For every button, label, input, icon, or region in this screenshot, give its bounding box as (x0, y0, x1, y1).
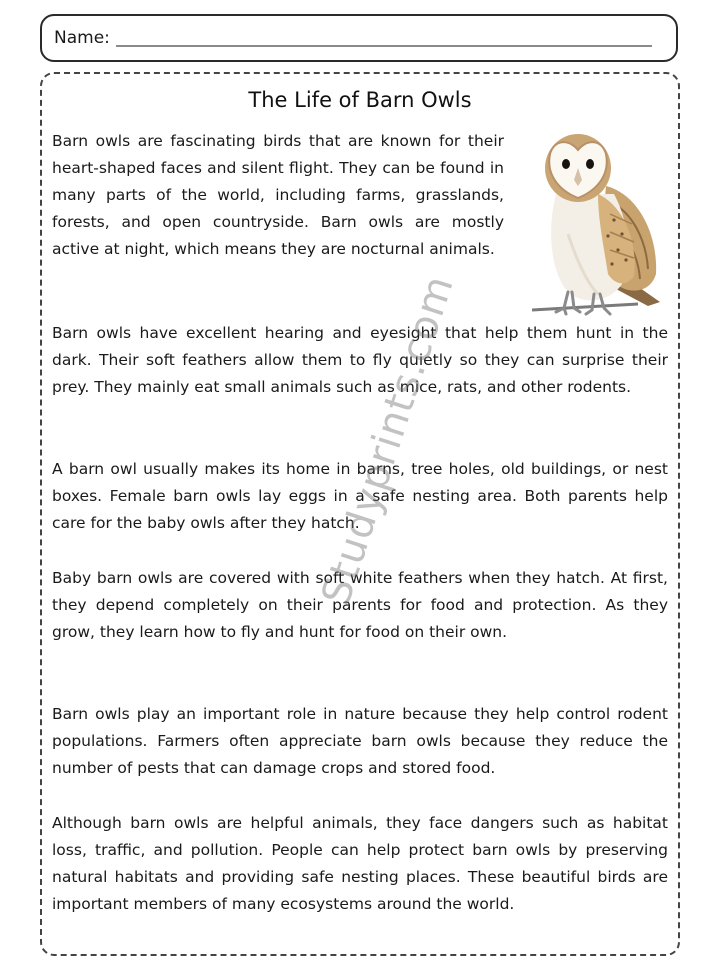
paragraph-1: Barn owls are fascinating birds that are known for their heart-shaped faces and silent flight. They can be found in many parts of the world, including farms, grasslands, forests, and open countryside. Barn owls are mostly active at night, which means they are nocturnal animals. (52, 132, 504, 258)
paragraph-2: Barn owls have excellent hearing and eyesight that help them hunt in the dark. Their soft feathers allow them to fly quietly so they can surprise their prey. They mainly eat small animals such as mice, rats, and other rodents. (52, 324, 668, 396)
paragraph-4: Baby barn owls are covered with soft white feathers when they hatch. At first, they depend completely on their parents for food and protection. As they grow, they learn how to fly and hunt for food on their own. (52, 569, 668, 641)
name-label: Name: (54, 28, 110, 48)
watermark: Studyprints.com (313, 269, 463, 611)
paragraph-6: Although barn owls are helpful animals, they face dangers such as habitat loss, traffic, and pollution. People can help protect barn owls by preserving natural habitats and providing safe nesting places. These beautiful birds are important members of many ecosystems around the world. (52, 814, 668, 913)
worksheet-title: The Life of Barn Owls (248, 88, 472, 112)
name-write-line[interactable] (116, 45, 652, 47)
paragraph-3: A barn owl usually makes its home in barns, tree holes, old buildings, or nest boxes. Female barn owls lay eggs in a safe nesting area. Both parents help care for the baby owls after they hatch. (52, 460, 668, 532)
name-field-box (40, 14, 678, 62)
barn-owl-illustration (528, 124, 668, 320)
paragraph-5: Barn owls play an important role in nature because they help control rodent populations. Farmers often appreciate barn owls because they reduce the number of pests that can damage crops and stored food. (52, 705, 668, 777)
